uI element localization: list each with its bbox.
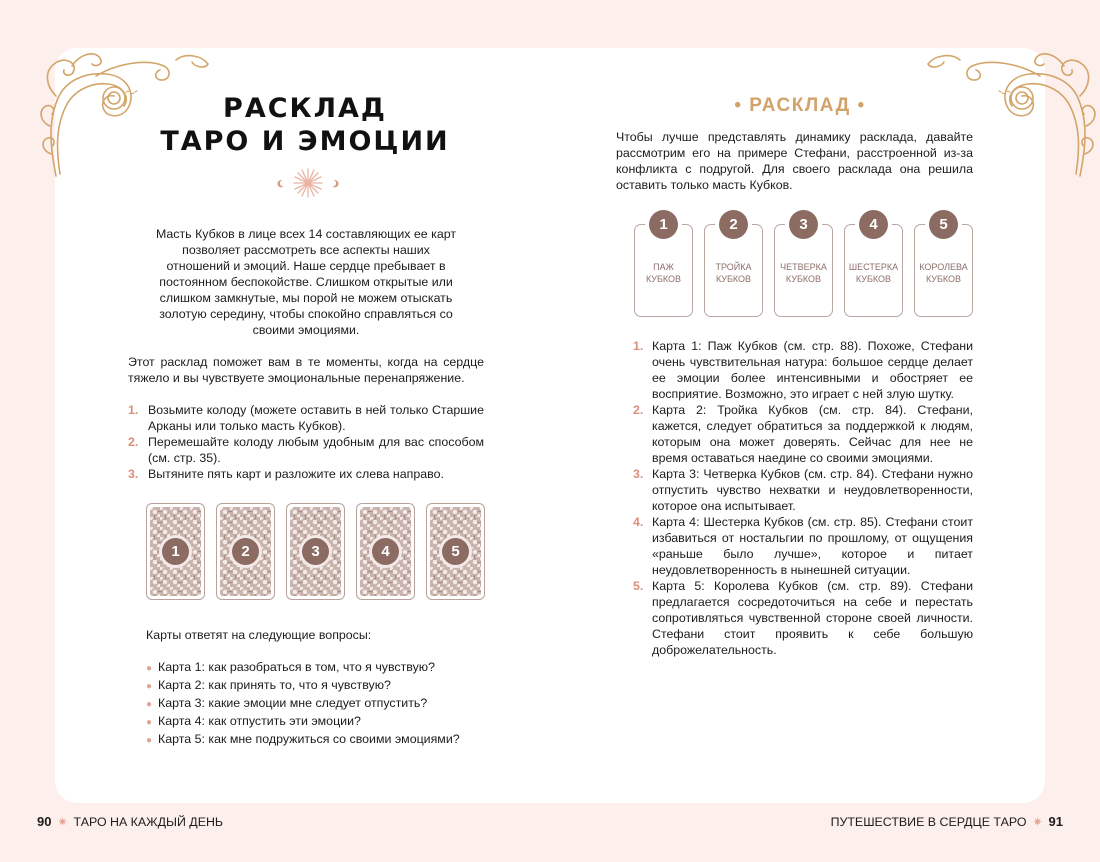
card-number: 1: [162, 538, 189, 565]
spread-card-slot: [914, 210, 973, 317]
question-text: Карта 2: как принять то, что я чувствую?: [158, 678, 391, 692]
instruction-item: [128, 402, 484, 434]
bullet-icon: ●: [146, 699, 153, 710]
slot-number: 2: [719, 210, 748, 239]
reading-text: Карта 5: Королева Кубков (см. стр. 89). Стефани предлагается сосредоточиться на себе и перестать сопротивляться чувственной стороне своей личности. Стефани стоит проявить к себе большую доброжелательность.: [652, 579, 973, 657]
slot-label-line2: КУБКОВ: [715, 273, 752, 284]
spread-card-slot: [704, 210, 763, 317]
list-number: 1.: [128, 403, 139, 417]
question-item: [146, 731, 460, 749]
list-text: Вытяните пять карт и разложите их слева направо.: [148, 467, 444, 481]
slot-label-line2: КУБКОВ: [645, 273, 682, 284]
question-text: Карта 3: какие эмоции мне следует отпустить?: [158, 696, 428, 710]
slot-number: 5: [929, 210, 958, 239]
title-line-2: ТАРО И ЭМОЦИИ: [160, 126, 450, 157]
reading-item: [633, 514, 973, 578]
slot-label-line1: ЧЕТВЕРКА: [780, 262, 827, 272]
tarot-card-back: [216, 503, 275, 600]
tarot-card-back: [356, 503, 415, 600]
spread-card-slot: [634, 210, 693, 317]
list-number: 2.: [128, 435, 139, 449]
list-number: 2.: [633, 403, 644, 417]
questions-intro: Карты ответят на следующие вопросы:: [146, 628, 372, 642]
page-number-right: 91: [1048, 814, 1063, 829]
card-number: 2: [232, 538, 259, 565]
spread-diagram: [634, 210, 973, 317]
slot-label-line2: КУБКОВ: [855, 273, 892, 284]
question-item: [146, 695, 460, 713]
section-heading: • РАСКЛАД •: [734, 95, 866, 116]
readings-list: [633, 338, 973, 658]
reading-text: Карта 2: Тройка Кубков (см. стр. 84). Стефани, кажется, следует обратиться за поддержкой к людям, которым она может доверять. Сейчас для нее не время оставаться наедине со своими эмоциями.: [652, 403, 973, 465]
question-text: Карта 5: как мне подружиться со своими эмоциями?: [158, 732, 460, 746]
list-number: 3.: [633, 467, 644, 481]
spread-card-slot: [844, 210, 903, 317]
reading-item: [633, 578, 973, 658]
slot-number: 4: [859, 210, 888, 239]
bullet-icon: ●: [146, 681, 153, 692]
reading-text: Карта 1: Паж Кубков (см. стр. 88). Похоже, Стефани очень чувствительная натура: большое сердце делает ее эмоции более интенсивными и обостряет ее восприятие. Возможно, это играет с ней злую шутку.: [652, 339, 973, 401]
question-item: [146, 713, 460, 731]
left-page-footer: [37, 814, 223, 829]
page-title: [150, 92, 460, 158]
slot-label-line1: ПАЖ: [653, 262, 674, 272]
reading-text: Карта 4: Шестерка Кубков (см. стр. 85). Стефани стоит избавиться от ностальгии по прошлому, от ощущения «раньше было лучше», которое и питает неудовлетворенность в нынешней ситуации.: [652, 515, 973, 577]
questions-list: [146, 659, 460, 749]
instruction-item: [128, 466, 484, 482]
list-number: 4.: [633, 515, 644, 529]
question-item: [146, 659, 460, 677]
slot-label-line2: КУБКОВ: [785, 273, 822, 284]
crescent-moon-icon: [331, 179, 340, 188]
bullet-icon: ●: [146, 717, 153, 728]
card-number: 4: [372, 538, 399, 565]
tarot-card-back: [426, 503, 485, 600]
question-text: Карта 4: как отпустить эти эмоции?: [158, 714, 361, 728]
reading-item: [633, 402, 973, 466]
example-intro: Чтобы лучше представлять динамику расклада, давайте рассмотрим его на примере Стефани, расстроенной из-за конфликта с подругой. Для своего расклада она решила оставить только масть Кубков.: [616, 130, 973, 192]
card-number: 3: [302, 538, 329, 565]
list-number: 5.: [633, 579, 644, 593]
slot-label-line1: ШЕСТЕРКА: [848, 262, 899, 272]
list-text: Перемешайте колоду любым удобным для вас способом (см. стр. 35).: [148, 435, 484, 465]
card-number: 5: [442, 538, 469, 565]
page-number-left: 90: [37, 814, 52, 829]
slot-label-line1: КОРОЛЕВА: [919, 262, 968, 272]
running-title-right: ПУТЕШЕСТВИЕ В СЕРДЦЕ ТАРО: [830, 814, 1027, 829]
slot-label-line1: ТРОЙКА: [715, 262, 752, 272]
question-text: Карта 1: как разобраться в том, что я чувствую?: [158, 660, 435, 674]
tarot-card-back: [146, 503, 205, 600]
intro-paragraph: Масть Кубков в лице всех 14 составляющих ее карт позволяет рассмотреть все аспекты наших отношений и эмоций. Наше сердце пребывает в постоянном беспокойстве. Слишком открытые или слишком замкнутые, мы порой не можем отыскать золотую середину, чтобы спокойно справляться со своими эмоциями.: [155, 227, 457, 337]
list-number: 1.: [633, 339, 644, 353]
running-title-left: ТАРО НА КАЖДЫЙ ДЕНЬ: [73, 814, 224, 829]
crescent-moon-icon: [276, 179, 285, 188]
spread-card-slot: [774, 210, 833, 317]
title-line-1: РАСКЛАД: [223, 93, 387, 124]
list-text: Возьмите колоду (можете оставить в ней только Старшие Арканы или только масть Кубков).: [148, 403, 484, 433]
instruction-item: [128, 434, 484, 466]
asterisk-star-icon: ✷: [1032, 814, 1043, 829]
slot-number: 3: [789, 210, 818, 239]
asterisk-star-icon: ✷: [57, 814, 68, 829]
slot-number: 1: [649, 210, 678, 239]
slot-label-line2: КУБКОВ: [925, 273, 962, 284]
right-page-footer: [831, 814, 1063, 829]
spread-description: Этот расклад поможет вам в те моменты, когда на сердце тяжело и вы чувствуете эмоциональные перенапряжение.: [128, 355, 484, 385]
card-backs-row: [146, 503, 485, 600]
list-number: 3.: [128, 467, 139, 481]
instructions-list: [128, 402, 484, 482]
star-burst-icon: [291, 168, 325, 198]
question-item: [146, 677, 460, 695]
reading-item: [633, 338, 973, 402]
tarot-card-back: [286, 503, 345, 600]
reading-text: Карта 3: Четверка Кубков (см. стр. 84). Стефани нужно отпустить чувство нехватки и неудовлетворенности, которое она испытывает.: [652, 467, 973, 513]
bullet-icon: ●: [146, 735, 153, 746]
bullet-icon: ●: [146, 663, 153, 674]
title-decoration: [268, 168, 348, 198]
reading-item: [633, 466, 973, 514]
